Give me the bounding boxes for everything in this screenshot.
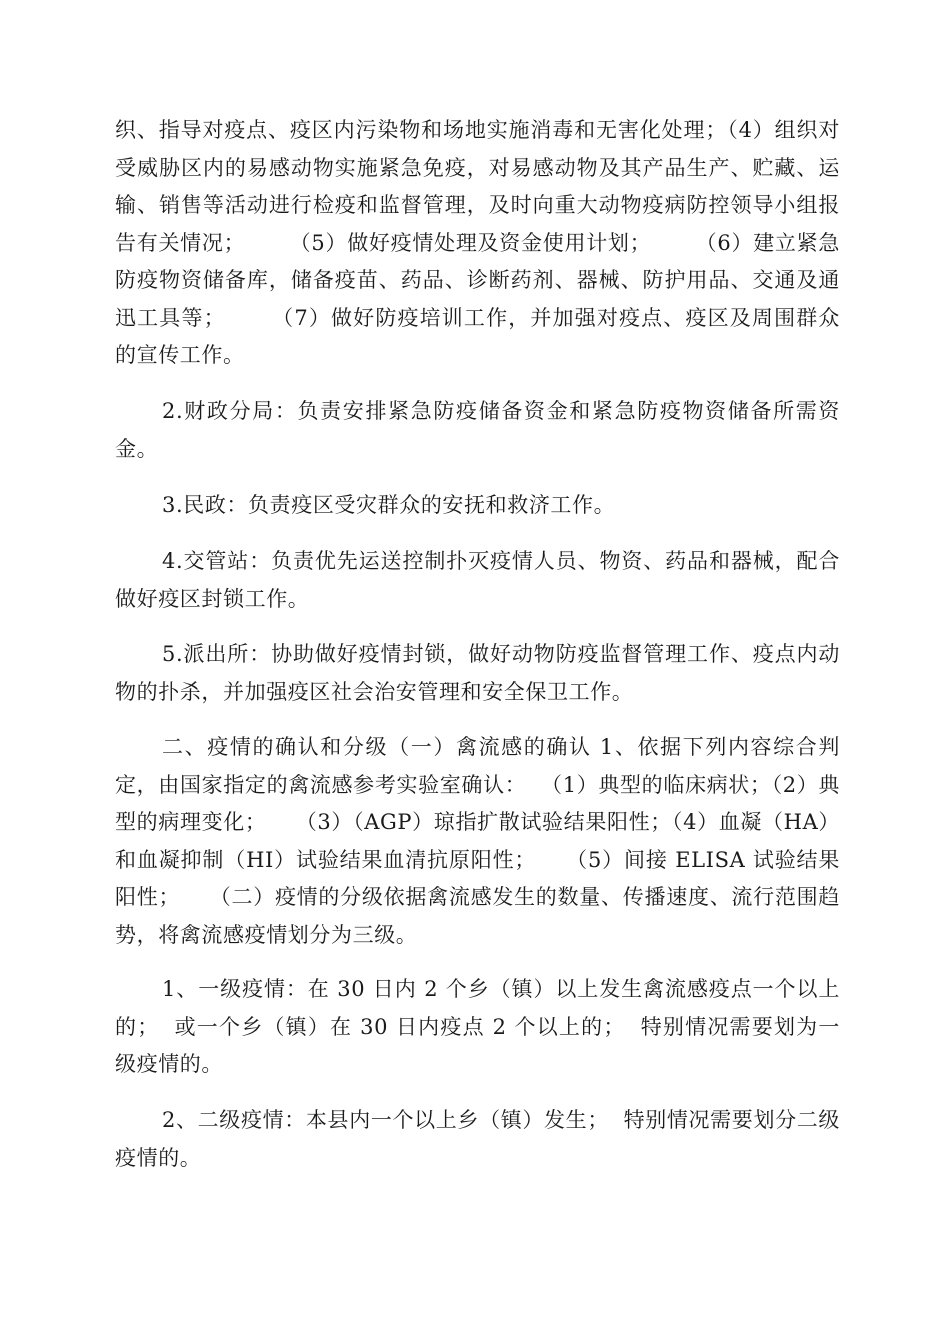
paragraph-police-station: 5.派出所：协助做好疫情封锁，做好动物防疫监督管理工作、疫点内动物的扑杀，并加强疫区社会治安管理和安全保卫工作。 bbox=[115, 642, 840, 704]
paragraph-traffic-station: 4.交管站：负责优先运送控制扑灭疫情人员、物资、药品和器械，配合做好疫区封锁工作。 bbox=[115, 549, 840, 611]
paragraph-level-one-epidemic: 1、一级疫情：在 30 日内 2 个乡（镇）以上发生禽流感疫点一个以上的； 或一个乡（镇）在 30 日内疫点 2 个以上的； 特别情况需要划为一级疫情的。 bbox=[115, 977, 840, 1076]
paragraph-finance-bureau: 2.财政分局：负责安排紧急防疫储备资金和紧急防疫物资储备所需资金。 bbox=[115, 399, 840, 461]
paragraph-civil-affairs: 3.民政：负责疫区受灾群众的安抚和救济工作。 bbox=[162, 493, 616, 517]
paragraph-epidemic-confirmation: 二、疫情的确认和分级（一）禽流感的确认 1、依据下列内容综合判定，由国家指定的禽流感参考实验室确认： （1）典型的临床病状；（2）典型的病理变化； （3）（AGP）琼指扩散试验结果阳性；（4）血凝（HA）和血凝抑制（HI）试验结果血清抗原阳性； （5）间接 ELISA 试验结果阳性； （二）疫情的分级依据禽流感发生的数量、传播速度、流行范围趋势，将禽流感疫情划分为三级。 bbox=[115, 735, 840, 947]
paragraph-responsibilities-continued: 织、指导对疫点、疫区内污染物和场地实施消毒和无害化处理；（4）组织对受威胁区内的易感动物实施紧急免疫，对易感动物及其产品生产、贮藏、运输、销售等活动进行检疫和监督管理，及时向重大动物疫病防控领导小组报告有关情况； （5）做好疫情处理及资金使用计划； （6）建立紧急防疫物资储备库，储备疫苗、药品、诊断药剂、器械、防护用品、交通及通迅工具等； （7）做好防疫培训工作，并加强对疫点、疫区及周围群众的宣传工作。 bbox=[115, 118, 840, 367]
paragraph-level-two-epidemic: 2、二级疫情：本县内一个以上乡（镇）发生； 特别情况需要划分二级疫情的。 bbox=[115, 1108, 840, 1170]
